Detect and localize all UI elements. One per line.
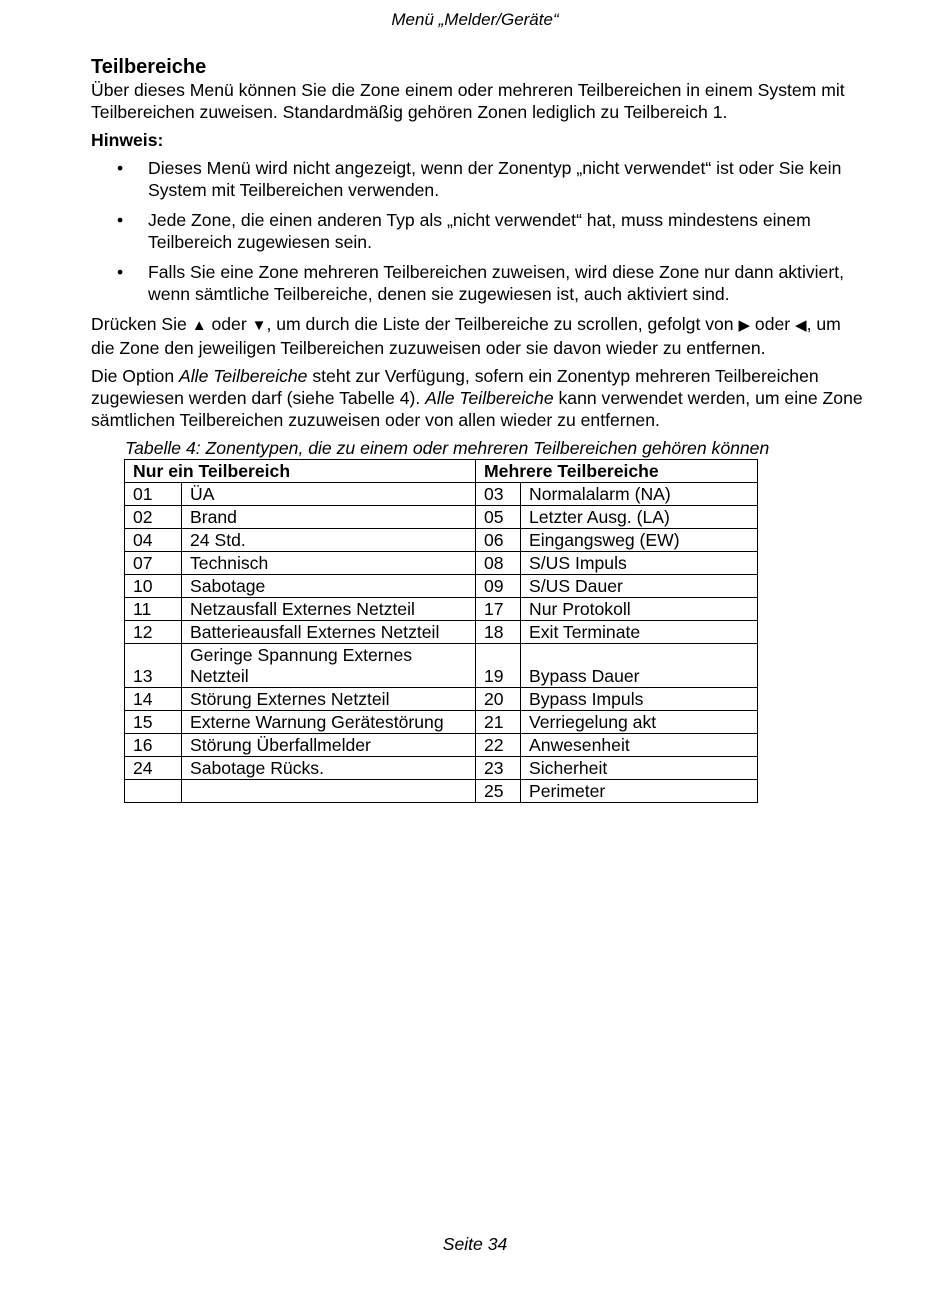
bullet-icon: • xyxy=(117,158,124,178)
zone-name xyxy=(182,780,476,803)
zone-number: 18 xyxy=(476,621,521,644)
page-header: Menü „Melder/Geräte“ xyxy=(391,10,559,29)
table-row xyxy=(125,734,758,757)
nav-text: , um durch die Liste der Teilbereiche zu scrollen, gefolgt von xyxy=(266,314,739,334)
zone-name: Verriegelung akt xyxy=(521,711,758,734)
zone-number: 11 xyxy=(125,598,182,621)
zone-number: 05 xyxy=(476,506,521,529)
note-text: Dieses Menü wird nicht angezeigt, wenn der Zonentyp „nicht verwendet“ ist oder Sie kein System mit Teilbereichen verwenden. xyxy=(148,158,842,200)
table-row xyxy=(125,688,758,711)
zone-number: 23 xyxy=(476,757,521,780)
zone-name: Netzausfall Externes Netzteil xyxy=(182,598,476,621)
right-arrow-icon: ▶ xyxy=(738,317,751,334)
option-text: kann verwendet werden, um eine Zone sämtlichen Teilbereichen zuzuweisen oder von allen wieder zu entfernen. xyxy=(91,388,863,430)
navigation-paragraph xyxy=(91,313,866,359)
down-arrow-icon: ▼ xyxy=(251,317,267,334)
bullet-icon: • xyxy=(117,210,124,230)
option-emphasis: Alle Teilbereiche xyxy=(425,388,554,408)
up-arrow-icon: ▲ xyxy=(191,317,207,334)
zone-number: 06 xyxy=(476,529,521,552)
nav-text: Drücken Sie xyxy=(91,314,192,334)
zone-number: 17 xyxy=(476,598,521,621)
page-number: Seite 34 xyxy=(442,1234,508,1254)
note-item xyxy=(91,261,866,305)
zone-name: Eingangsweg (EW) xyxy=(521,529,758,552)
note-item xyxy=(91,157,866,201)
zone-number: 03 xyxy=(476,483,521,506)
zone-number: 24 xyxy=(125,757,182,780)
zone-name: Batterieausfall Externes Netzteil xyxy=(182,621,476,644)
table-header-row xyxy=(125,460,758,483)
table-row xyxy=(125,552,758,575)
zone-name: Perimeter xyxy=(521,780,758,803)
table-row xyxy=(125,757,758,780)
zone-number: 16 xyxy=(125,734,182,757)
zone-name: ÜA xyxy=(182,483,476,506)
left-arrow-icon: ◀ xyxy=(795,317,807,334)
zone-number: 20 xyxy=(476,688,521,711)
nav-text: oder xyxy=(206,314,252,334)
zone-number: 08 xyxy=(476,552,521,575)
zone-name: Sabotage Rücks. xyxy=(182,757,476,780)
zone-name: Brand xyxy=(182,506,476,529)
intro-paragraph: Über dieses Menü können Sie die Zone einem oder mehreren Teilbereichen in einem System mit Teilbereichen zuweisen. Standardmäßig gehören Zonen lediglich zu Teilbereich 1. xyxy=(91,80,845,122)
zone-number: 22 xyxy=(476,734,521,757)
table-row xyxy=(125,506,758,529)
zone-name: Bypass Dauer xyxy=(521,644,758,688)
zone-name: Störung Externes Netzteil xyxy=(182,688,476,711)
zone-name: Technisch xyxy=(182,552,476,575)
zone-name: Nur Protokoll xyxy=(521,598,758,621)
zone-number: 09 xyxy=(476,575,521,598)
option-paragraph xyxy=(91,365,866,431)
option-text: steht zur Verfügung, sofern ein Zonentyp mehreren Teilbereichen zugewiesen werden darf (siehe Tabelle 4). xyxy=(91,366,819,408)
zone-number: 25 xyxy=(476,780,521,803)
zone-type-table xyxy=(124,459,758,803)
column-header-single: Nur ein Teilbereich xyxy=(125,460,476,483)
table-caption: Tabelle 4: Zonentypen, die zu einem oder mehreren Teilbereichen gehören können xyxy=(125,438,770,458)
table-row xyxy=(125,529,758,552)
zone-name: S/US Dauer xyxy=(521,575,758,598)
table-row xyxy=(125,621,758,644)
column-header-multiple: Mehrere Teilbereiche xyxy=(476,460,758,483)
zone-number: 12 xyxy=(125,621,182,644)
zone-number: 04 xyxy=(125,529,182,552)
note-text: Falls Sie eine Zone mehreren Teilbereichen zuweisen, wird diese Zone nur dann aktiviert, wenn sämtliche Teilbereiche, denen sie zugewiesen ist, auch aktiviert sind. xyxy=(148,262,844,304)
note-list xyxy=(91,157,866,305)
table-body xyxy=(125,483,758,803)
zone-name: Anwesenheit xyxy=(521,734,758,757)
zone-name: Externe Warnung Gerätestörung xyxy=(182,711,476,734)
zone-name: 24 Std. xyxy=(182,529,476,552)
nav-text: , um die Zone den jeweiligen Teilbereichen zuzuweisen oder sie davon wieder zu entfernen. xyxy=(91,314,841,358)
table-row xyxy=(125,598,758,621)
zone-number: 15 xyxy=(125,711,182,734)
zone-name: Letzter Ausg. (LA) xyxy=(521,506,758,529)
main-content xyxy=(91,55,866,803)
zone-name: Geringe Spannung Externes Netzteil xyxy=(182,644,476,688)
bullet-icon: • xyxy=(117,262,124,282)
zone-name: Sabotage xyxy=(182,575,476,598)
zone-number: 14 xyxy=(125,688,182,711)
zone-number: 10 xyxy=(125,575,182,598)
zone-name: Sicherheit xyxy=(521,757,758,780)
zone-number: 13 xyxy=(125,644,182,688)
zone-number: 01 xyxy=(125,483,182,506)
zone-name: Störung Überfallmelder xyxy=(182,734,476,757)
nav-text: oder xyxy=(750,314,796,334)
table-row xyxy=(125,711,758,734)
option-emphasis: Alle Teilbereiche xyxy=(179,366,308,386)
note-item xyxy=(91,209,866,253)
zone-number: 21 xyxy=(476,711,521,734)
table-row xyxy=(125,644,758,688)
note-label: Hinweis: xyxy=(91,130,164,150)
table-row xyxy=(125,780,758,803)
zone-number: 02 xyxy=(125,506,182,529)
table-row xyxy=(125,575,758,598)
zone-name: Bypass Impuls xyxy=(521,688,758,711)
note-text: Jede Zone, die einen anderen Typ als „nicht verwendet“ hat, muss mindestens einem Teilbereich zugewiesen sein. xyxy=(148,210,811,252)
zone-name: S/US Impuls xyxy=(521,552,758,575)
section-title: Teilbereiche xyxy=(91,56,207,78)
table-row xyxy=(125,483,758,506)
zone-name: Normalalarm (NA) xyxy=(521,483,758,506)
zone-number: 07 xyxy=(125,552,182,575)
zone-number xyxy=(125,780,182,803)
zone-name: Exit Terminate xyxy=(521,621,758,644)
option-text: Die Option xyxy=(91,366,180,386)
zone-number: 19 xyxy=(476,644,521,688)
